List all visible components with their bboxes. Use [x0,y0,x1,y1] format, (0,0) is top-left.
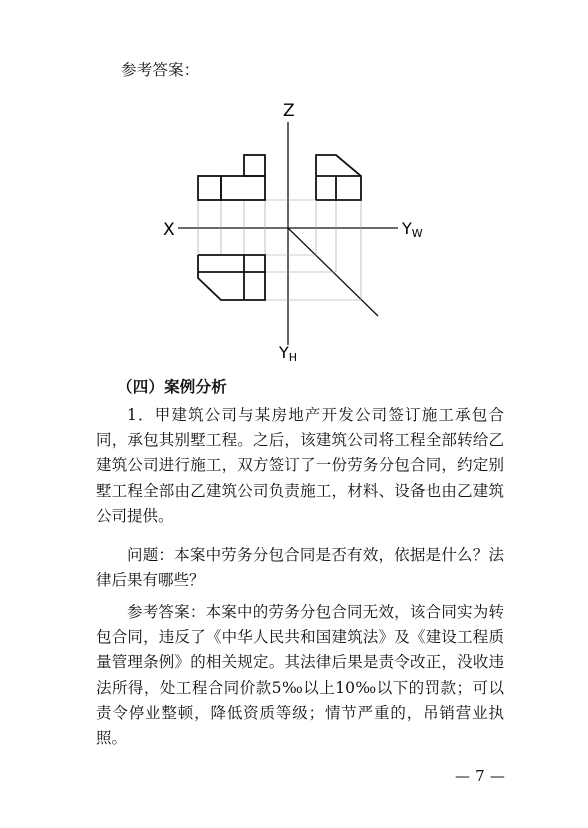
question-paragraph: 问题：本案中劳务分包合同是否有效，依据是什么？法律后果有哪些？ [96,546,504,590]
side-view [316,155,361,200]
top-view [198,255,265,300]
section-heading: （四）案例分析 [117,378,227,396]
projection-diagram [0,0,588,380]
x-axis-label: X [163,220,175,240]
front-view [198,155,265,200]
yw-axis-label: YW [402,219,423,240]
page-number: — 7 — [455,767,506,785]
answer-paragraph: 参考答案：本案中的劳务分包合同无效，该合同实为转包合同，违反了《中华人民共和国建筑法》及《建设工程质量管理条例》的相关规定。其法律后果是责令改正，没收违法所得，处工程合同价款5‰以上10‰以下的罚款；可以责令停业整顿，降低资质等级；情节严重的，吊销营业执照。 [96,603,504,748]
z-axis-label: Z [283,101,295,121]
yh-axis-label: YH [279,343,298,364]
answer-heading: 参考答案： [121,61,200,79]
case-paragraph: 1．甲建筑公司与某房地产开发公司签订施工承包合同，承包其别墅工程。之后，该建筑公司将工程全部转给乙建筑公司进行施工，双方签订了一份劳务分包合同，约定别墅工程全部由乙建筑公司负责施工，材料、设备也由乙建筑公司提供。 [96,406,504,525]
